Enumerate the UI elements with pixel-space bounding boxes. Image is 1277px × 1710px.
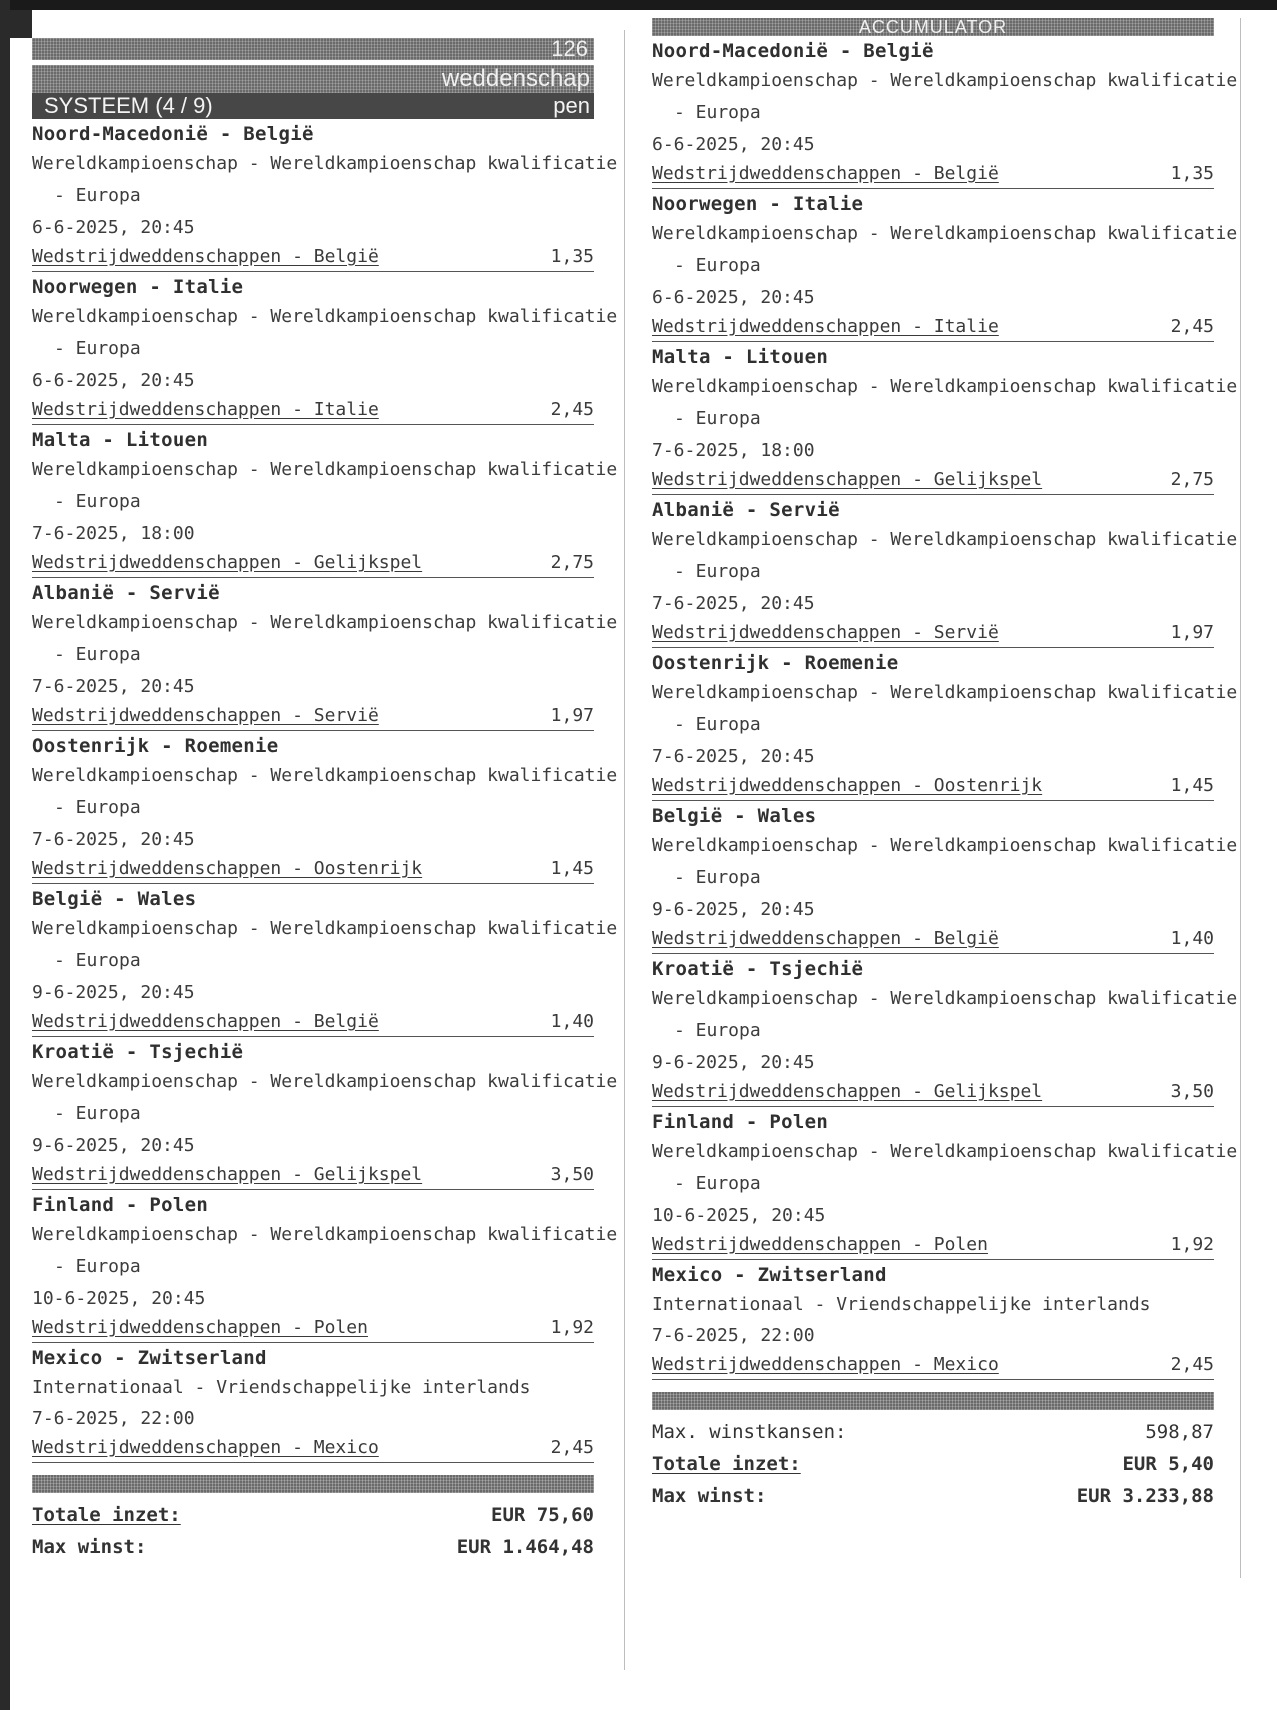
match-datetime: 10-6-2025, 20:45 (32, 1288, 206, 1309)
competition: Wereldkampioenschap - Wereldkampioenschap kwalificatie (32, 918, 618, 939)
odds-value: 1,97 (1170, 622, 1214, 643)
bet-type-bar (652, 18, 1214, 36)
total-stake-row (652, 1448, 1214, 1480)
competition-region: - Europa (54, 950, 141, 971)
system-bet-receipt (32, 36, 618, 1563)
match-name: Albanië - Servië (32, 582, 220, 604)
match-name: Oostenrijk - Roemenie (652, 652, 899, 674)
odds-value: 1,40 (1170, 928, 1214, 949)
match-datetime: 6-6-2025, 20:45 (652, 287, 815, 308)
odds-value: 2,75 (1170, 469, 1214, 490)
selection-label: Wedstrijdweddenschappen - Italie (652, 316, 999, 337)
competition-region: - Europa (54, 491, 141, 512)
match-datetime: 6-6-2025, 20:45 (652, 134, 815, 155)
competition-region: - Europa (54, 797, 141, 818)
selection-row (32, 1008, 594, 1037)
receipt-edge-right (1240, 18, 1241, 1578)
bet-count-bar (32, 38, 594, 60)
competition-region: - Europa (674, 255, 761, 276)
competition: Wereldkampioenschap - Wereldkampioenschap kwalificatie (652, 529, 1238, 550)
competition: Wereldkampioenschap - Wereldkampioenschap kwalificatie (32, 306, 618, 327)
bet-selection (32, 1343, 594, 1463)
selection-row (652, 1231, 1214, 1260)
selection-label: Wedstrijdweddenschappen - Gelijkspel (652, 469, 1043, 490)
match-name: Mexico - Zwitserland (32, 1347, 267, 1369)
bet-selection (32, 1037, 618, 1190)
competition: Wereldkampioenschap - Wereldkampioenschap kwalificatie (652, 1141, 1238, 1162)
match-datetime: 6-6-2025, 20:45 (32, 217, 195, 238)
selection-label: Wedstrijdweddenschappen - Italie (32, 399, 379, 420)
scan-left-edge (0, 0, 10, 1710)
match-name: Kroatië - Tsjechië (32, 1041, 244, 1063)
total-stake-label: Totale inzet: (652, 1453, 801, 1475)
max-win-row (652, 1480, 1214, 1512)
competition: Wereldkampioenschap - Wereldkampioenschap kwalificatie (652, 376, 1238, 397)
selection-label: Wedstrijdweddenschappen - België (32, 246, 379, 267)
max-win-value: EUR 1.464,48 (456, 1536, 594, 1558)
competition: Wereldkampioenschap - Wereldkampioenschap kwalificatie (652, 988, 1238, 1009)
competition-region: - Europa (674, 867, 761, 888)
odds-value: 1,45 (1170, 775, 1214, 796)
selection-label: Wedstrijdweddenschappen - Gelijkspel (32, 1164, 423, 1185)
bet-selection (32, 884, 618, 1037)
selection-label: Wedstrijdweddenschappen - Gelijkspel (652, 1081, 1043, 1102)
selection-row (32, 1161, 594, 1190)
match-datetime: 7-6-2025, 20:45 (32, 829, 195, 850)
match-datetime: 6-6-2025, 20:45 (32, 370, 195, 391)
odds-value: 1,97 (550, 705, 594, 726)
max-odds-row (652, 1416, 1214, 1448)
competition: Internationaal - Vriendschappelijke interlands (652, 1294, 1151, 1315)
odds-value: 1,45 (550, 858, 594, 879)
match-name: Mexico - Zwitserland (652, 1264, 887, 1286)
total-stake-row (32, 1499, 594, 1531)
selection-row (652, 313, 1214, 342)
bet-selection (652, 801, 1238, 954)
match-name: Kroatië - Tsjechië (652, 958, 864, 980)
competition: Wereldkampioenschap - Wereldkampioenschap kwalificatie (32, 1071, 618, 1092)
selection-label: Wedstrijdweddenschappen - België (652, 163, 999, 184)
scan-top-edge (0, 0, 1277, 10)
selection-row (32, 855, 594, 884)
match-name: Noorwegen - Italie (32, 276, 244, 298)
bet-selection (32, 119, 618, 272)
match-datetime: 7-6-2025, 18:00 (32, 523, 195, 544)
receipt-edge-left (624, 30, 625, 1670)
bet-type: ACCUMULATOR (858, 18, 1008, 36)
match-datetime: 7-6-2025, 18:00 (652, 440, 815, 461)
selection-label: Wedstrijdweddenschappen - Polen (652, 1234, 988, 1255)
competition: Wereldkampioenschap - Wereldkampioenschap kwalificatie (652, 682, 1238, 703)
bet-type: weddenschap (441, 65, 590, 92)
bet-selection (652, 1260, 1214, 1380)
match-name: Albanië - Servië (652, 499, 840, 521)
competition-region: - Europa (674, 102, 761, 123)
bet-selection (652, 36, 1238, 189)
competition: Wereldkampioenschap - Wereldkampioenschap kwalificatie (32, 1224, 618, 1245)
match-datetime: 7-6-2025, 20:45 (32, 676, 195, 697)
match-datetime: 7-6-2025, 20:45 (652, 746, 815, 767)
selection-row (652, 772, 1214, 801)
bet-selection (32, 578, 618, 731)
odds-value: 3,50 (550, 1164, 594, 1185)
max-win-label: Max winst: (652, 1485, 767, 1507)
bet-selection (32, 272, 618, 425)
match-name: België - Wales (652, 805, 817, 827)
selection-label: Wedstrijdweddenschappen - Mexico (32, 1437, 379, 1458)
bet-selection (32, 1190, 618, 1343)
odds-value: 2,45 (1170, 316, 1214, 337)
selection-row (32, 1434, 594, 1463)
odds-value: 2,45 (550, 399, 594, 420)
bet-selection (652, 1107, 1238, 1260)
max-win-value: EUR 3.233,88 (1076, 1485, 1214, 1507)
totals-divider (652, 1392, 1214, 1410)
selection-row (32, 243, 594, 272)
odds-value: 2,45 (1170, 1354, 1214, 1375)
competition-region: - Europa (674, 408, 761, 429)
match-name: Noord-Macedonië - België (32, 123, 314, 145)
match-datetime: 10-6-2025, 20:45 (652, 1205, 826, 1226)
competition: Wereldkampioenschap - Wereldkampioenschap kwalificatie (32, 153, 618, 174)
competition-region: - Europa (54, 338, 141, 359)
selection-label: Wedstrijdweddenschappen - België (32, 1011, 379, 1032)
selection-label: Wedstrijdweddenschappen - Servië (32, 705, 379, 726)
selection-label: Wedstrijdweddenschappen - Mexico (652, 1354, 999, 1375)
odds-value: 1,40 (550, 1011, 594, 1032)
match-name: België - Wales (32, 888, 197, 910)
match-datetime: 7-6-2025, 22:00 (652, 1325, 815, 1346)
competition: Internationaal - Vriendschappelijke interlands (32, 1377, 531, 1398)
total-stake-value: EUR 75,60 (491, 1504, 594, 1526)
match-datetime: 7-6-2025, 20:45 (652, 593, 815, 614)
bet-selection (652, 495, 1238, 648)
selection-label: Wedstrijdweddenschappen - België (652, 928, 999, 949)
selection-list (652, 36, 1238, 1380)
match-name: Noorwegen - Italie (652, 193, 864, 215)
odds-value: 2,45 (550, 1437, 594, 1458)
competition-region: - Europa (54, 1256, 141, 1277)
selection-row (652, 160, 1214, 189)
total-stake-value: EUR 5,40 (1122, 1453, 1214, 1475)
match-name: Finland - Polen (32, 1194, 209, 1216)
selection-list (32, 119, 618, 1463)
selection-label: Wedstrijdweddenschappen - Gelijkspel (32, 552, 423, 573)
accumulator-bet-receipt (652, 18, 1238, 1512)
competition: Wereldkampioenschap - Wereldkampioenschap kwalificatie (652, 223, 1238, 244)
totals-divider (32, 1475, 594, 1493)
competition-region: - Europa (674, 714, 761, 735)
selection-row (652, 1078, 1214, 1107)
odds-value: 1,92 (1170, 1234, 1214, 1255)
selection-row (32, 1314, 594, 1343)
bet-selection (652, 954, 1238, 1107)
selection-label: Wedstrijdweddenschappen - Polen (32, 1317, 368, 1338)
odds-value: 3,50 (1170, 1081, 1214, 1102)
odds-value: 1,35 (550, 246, 594, 267)
match-name: Noord-Macedonië - België (652, 40, 934, 62)
scan-corner (10, 10, 32, 38)
bet-count: 126 (551, 36, 588, 61)
competition: Wereldkampioenschap - Wereldkampioenschap kwalificatie (32, 612, 618, 633)
bet-selection (652, 342, 1238, 495)
total-stake-label: Totale inzet: (32, 1504, 181, 1526)
competition: Wereldkampioenschap - Wereldkampioenschap kwalificatie (32, 765, 618, 786)
competition-region: - Europa (674, 1173, 761, 1194)
competition-region: - Europa (54, 1103, 141, 1124)
match-name: Malta - Litouen (652, 346, 829, 368)
selection-row (32, 549, 594, 578)
competition: Wereldkampioenschap - Wereldkampioenschap kwalificatie (32, 459, 618, 480)
competition-region: - Europa (674, 561, 761, 582)
competition-region: - Europa (54, 644, 141, 665)
match-datetime: 9-6-2025, 20:45 (652, 899, 815, 920)
selection-label: Wedstrijdweddenschappen - Servië (652, 622, 999, 643)
selection-row (32, 702, 594, 731)
max-odds-label: Max. winstkansen: (652, 1421, 847, 1443)
competition-region: - Europa (54, 185, 141, 206)
competition: Wereldkampioenschap - Wereldkampioenschap kwalificatie (652, 70, 1238, 91)
selection-row (652, 466, 1214, 495)
odds-value: 1,92 (550, 1317, 594, 1338)
match-datetime: 9-6-2025, 20:45 (32, 1135, 195, 1156)
match-name: Malta - Litouen (32, 429, 209, 451)
bet-type-bar (32, 65, 594, 93)
competition: Wereldkampioenschap - Wereldkampioenschap kwalificatie (652, 835, 1238, 856)
bet-selection (652, 189, 1238, 342)
match-datetime: 9-6-2025, 20:45 (32, 982, 195, 1003)
selection-label: Wedstrijdweddenschappen - Oostenrijk (32, 858, 423, 879)
selection-label: Wedstrijdweddenschappen - Oostenrijk (652, 775, 1043, 796)
system-bar (32, 93, 594, 119)
max-odds-value: 598,87 (1145, 1421, 1214, 1443)
odds-value: 2,75 (550, 552, 594, 573)
bet-selection (32, 731, 618, 884)
max-win-row (32, 1531, 594, 1563)
selection-row (652, 925, 1214, 954)
match-datetime: 9-6-2025, 20:45 (652, 1052, 815, 1073)
competition-region: - Europa (674, 1020, 761, 1041)
selection-row (652, 619, 1214, 648)
odds-value: 1,35 (1170, 163, 1214, 184)
bet-selection (32, 425, 618, 578)
selection-row (32, 396, 594, 425)
selection-row (652, 1351, 1214, 1380)
system-label: SYSTEEM (4 / 9) (44, 93, 213, 118)
bet-selection (652, 648, 1238, 801)
max-win-label: Max winst: (32, 1536, 147, 1558)
match-name: Finland - Polen (652, 1111, 829, 1133)
match-name: Oostenrijk - Roemenie (32, 735, 279, 757)
system-suffix: pen (553, 93, 590, 118)
match-datetime: 7-6-2025, 22:00 (32, 1408, 195, 1429)
